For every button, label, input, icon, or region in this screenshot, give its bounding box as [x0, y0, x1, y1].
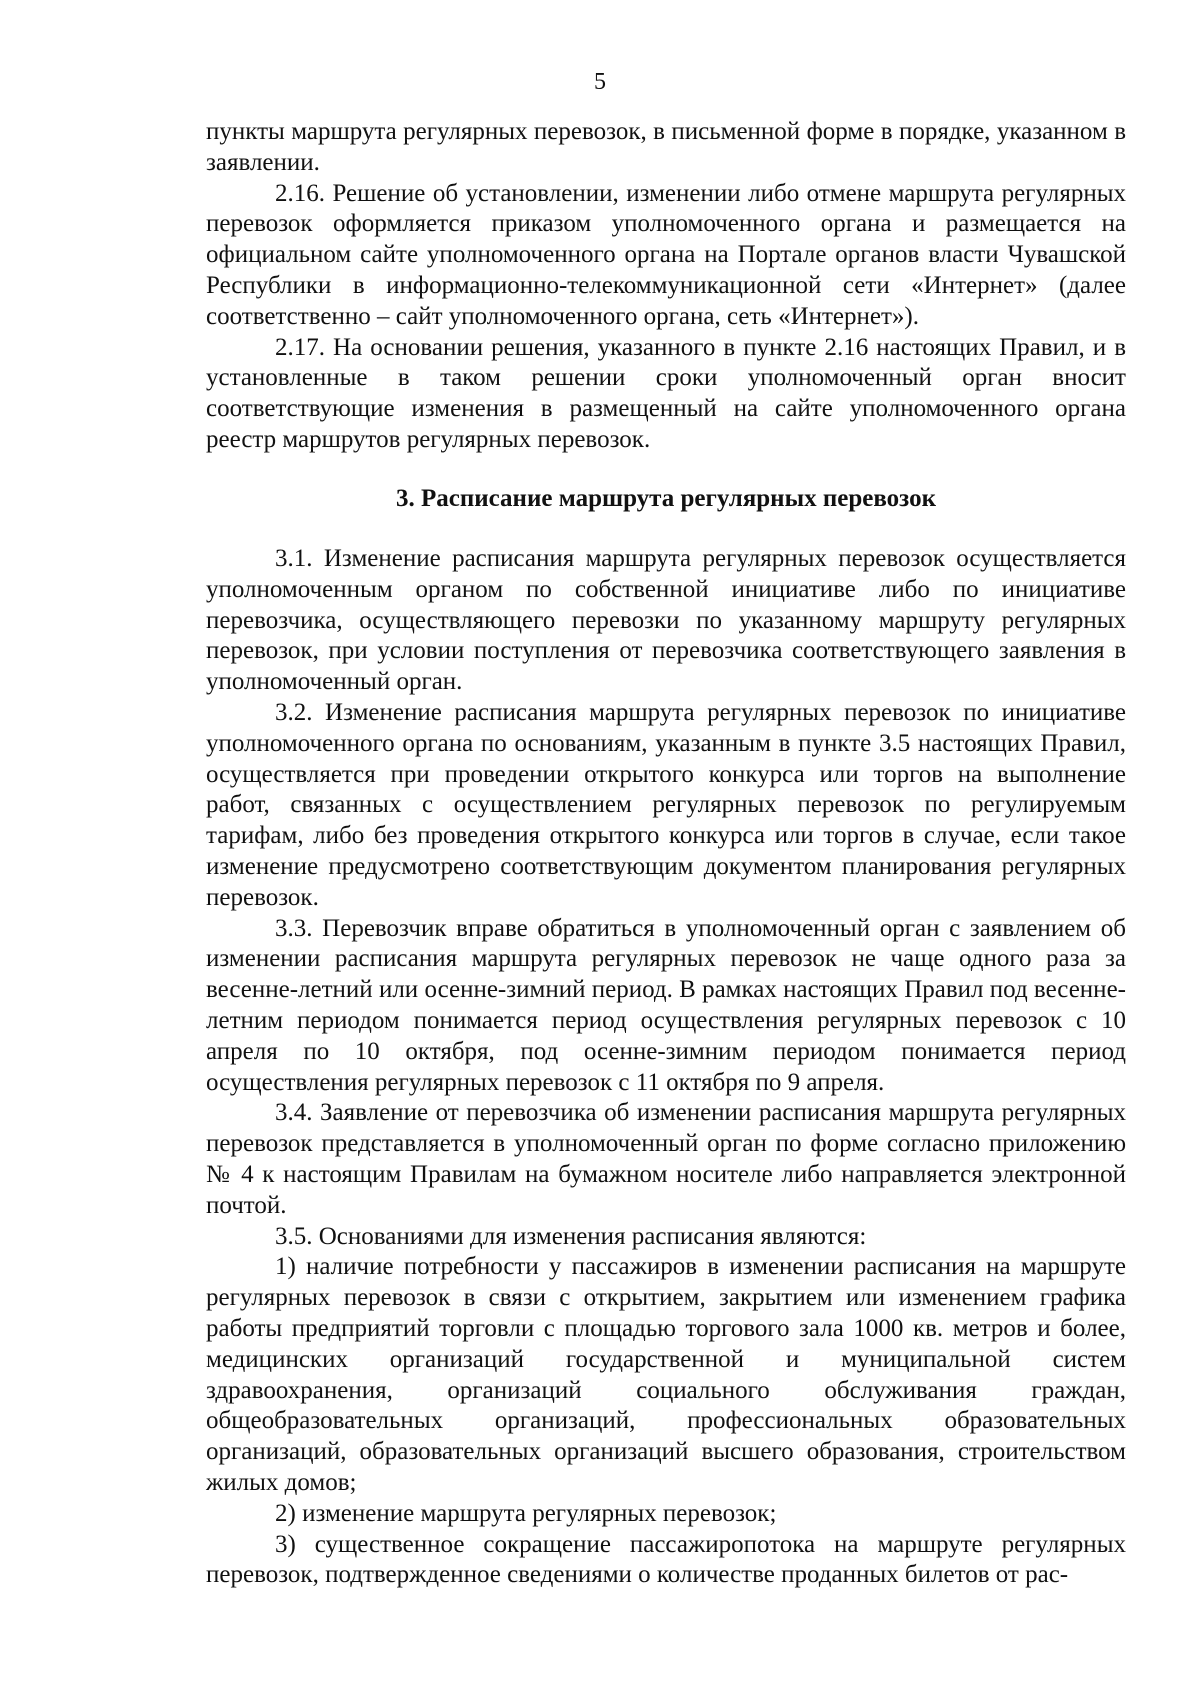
section-heading: 3. Расписание маршрута регулярных перевозок — [395, 485, 936, 512]
list-item: 3) существенное сокращение пассажиропотока на маршруте регулярных перевозок, подтвержденное сведениями о количестве проданных билетов от рас- — [206, 1530, 1126, 1589]
list-item: 1) наличие потребности у пассажиров в изменении расписания на маршруте регулярных перевозок в связи с открытием, закрытием или изменением графика работы предприятий торговли с площадью торгового зала 1000 кв. метров и более, медицинских организаций государственной и муниципальной систем здравоохранения, организаций социального обслуживания граждан, общеобразовательных организаций, профессиональных образовательных организаций, образовательных организаций высшего образования, строительством жилых домов; — [206, 1253, 1126, 1496]
paragraph: 3.2. Изменение расписания маршрута регулярных перевозок по инициативе уполномоченного органа по основаниям, указанным в пункте 3.5 настоящих Правил, осуществляется при проведении открытого конкурса или торгов на выполнение работ, связанных с осуществлением регулярных перевозок по регулируемым тарифам, либо без проведения открытого конкурса или торгов в случае, если такое изменение предусмотрено соответствующим документом планирования регулярных перевозок. — [206, 698, 1126, 911]
text-block-before-heading — [206, 117, 1126, 456]
paragraph: 3.1. Изменение расписания маршрута регулярных перевозок осуществляется уполномоченным органом по собственной инициативе либо по инициативе перевозчика, осуществляющего перевозки по указанному маршруту регулярных перевозок, при условии поступления от перевозчика соответствующего заявления в уполномоченный орган. — [206, 545, 1126, 696]
text-block-after-heading — [206, 544, 1126, 1591]
page-number: 5 — [594, 69, 606, 95]
paragraph: 2.16. Решение об установлении, изменении либо отмене маршрута регулярных перевозок оформляется приказом уполномоченного органа и размещается на официальном сайте уполномоченного органа на Портале органов власти Чувашской Республики в информационно-телекоммуникационной сети «Интернет» (далее соответственно – сайт уполномоченного органа, сеть «Интернет»). — [206, 179, 1126, 330]
paragraph: 2.17. На основании решения, указанного в пункте 2.16 настоящих Правил, и в установленные в таком решении сроки уполномоченный орган вносит соответствующие изменения в размещенный на сайте уполномоченного органа реестр маршрутов регулярных перевозок. — [206, 333, 1126, 453]
paragraph: пункты маршрута регулярных перевозок, в письменной форме в порядке, указанном в заявлении. — [206, 118, 1126, 176]
paragraph: 3.3. Перевозчик вправе обратиться в уполномоченный орган с заявлением об изменении расписания маршрута регулярных перевозок не чаще одного раза за весенне-летний или осенне-зимний период. В рамках настоящих Правил под весенне-летним периодом понимается период осуществления регулярных перевозок с 10 апреля по 10 октября, под осенне-зимним периодом понимается период осуществления регулярных перевозок с 11 октября по 9 апреля. — [206, 914, 1126, 1096]
list-item: 2) изменение маршрута регулярных перевозок; — [275, 1499, 777, 1527]
paragraph: 3.5. Основаниями для изменения расписания являются: — [275, 1222, 867, 1250]
paragraph: 3.4. Заявление от перевозчика об изменении расписания маршрута регулярных перевозок представляется в уполномоченный орган по форме согласно приложению № 4 к настоящим Правилам на бумажном носителе либо направляется электронной почтой. — [206, 1099, 1126, 1219]
